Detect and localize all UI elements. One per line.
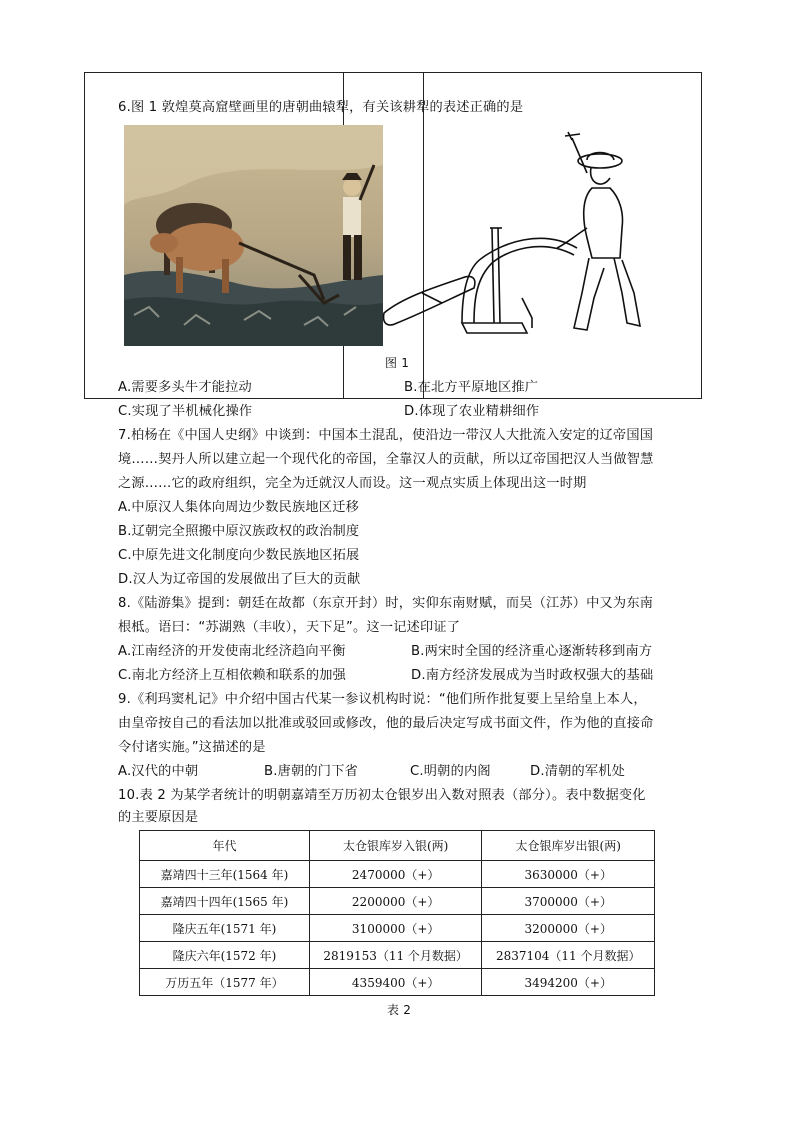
q6-option-a: A.需要多头牛才能拉动 [118,380,252,395]
table-header-row [140,831,655,861]
q9-line-3: 令付诸实施。”这描述的是 [118,740,266,755]
q9-line-1: 9.《利玛窦札记》中介绍中国古代某一参议机构时说：“他们所作批复要上呈给皇上本人， [118,692,647,707]
data-table [139,830,655,996]
q8-option-d: D.南方经济发展成为当时政权强大的基础 [411,668,654,683]
table-cell: 3630000（+） [482,861,655,888]
table-cell: 3100000（+） [309,915,482,942]
q6-option-d: D.体现了农业精耕细作 [404,404,540,419]
table-cell: 3700000（+） [482,888,655,915]
q9-line-2: 由皇帝按自己的看法加以批准或驳回或修改，他的最后决定写成书面文件，作为他的直接命 [118,716,654,731]
table-cell: 4359400（+） [309,969,482,996]
q9-option-a: A.汉代的中朝 [118,764,199,779]
table-header-cell: 太仓银库岁出银(两) [482,831,655,861]
table-cell: 嘉靖四十四年(1565 年) [140,888,310,915]
q9-option-d: D.清朝的军机处 [530,764,626,779]
q6-option-b: B.在北方平原地区推广 [404,380,539,395]
q8-option-b: B.两宋时全国的经济重心逐渐转移到南方 [411,644,653,659]
q9-option-b: B.唐朝的门下省 [264,764,358,779]
q10-line-1: 10.表 2 为某学者统计的明朝嘉靖至万历初太仓银岁出入数对照表（部分）。表中数据变化 [118,788,646,803]
table-cell: 3200000（+） [482,915,655,942]
q9-option-c: C.明朝的内阁 [410,764,491,779]
q6-option-c: C.实现了半机械化操作 [118,404,253,419]
table-header-cell: 年代 [140,831,310,861]
q8-line-1: 8.《陆游集》提到：朝廷在故都（东京开封）时，实仰东南财赋，而吴（江苏）中又为东南 [118,596,654,611]
q7-option-c: C.中原先进文化制度向少数民族地区拓展 [118,548,360,563]
table-cell: 2470000（+） [309,861,482,888]
table-cell: 2837104（11 个月数据） [482,942,655,969]
table-header-cell: 太仓银库岁入银(两) [309,831,482,861]
q7-line-3: 之源……它的政府组织，完全为迁就汉人而设。这一观点实质上体现出这一时期 [118,476,587,491]
table-cell: 2200000（+） [309,888,482,915]
q7-line-1: 7.柏杨在《中国人史纲》中谈到：中国本土混乱，使沿边一带汉人大批流入安定的辽帝国国 [118,428,654,443]
q7-option-d: D.汉人为辽帝国的发展做出了巨大的贡献 [118,572,361,587]
table-cell: 隆庆六年(1572 年) [140,942,310,969]
table-row [140,888,655,915]
q10-line-2: 的主要原因是 [118,810,199,825]
table-cell: 万历五年（1577 年） [140,969,310,996]
q6-stem: 6.图 1 敦煌莫高窟壁画里的唐朝曲辕犁，有关该耕犁的表述正确的是 [118,100,524,115]
table-row [140,942,655,969]
q8-option-a: A.江南经济的开发使南北经济趋向平衡 [118,644,346,659]
q8-option-c: C.南北方经济上互相依赖和联系的加强 [118,668,346,683]
q7-option-a: A.中原汉人集体向周边少数民族地区迁移 [118,500,359,515]
plough-line-drawing [382,128,647,346]
q7-line-2: 境……契丹人所以建立起一个现代化的帝国，全靠汉人的贡献，所以辽帝国把汉人当做智慧 [118,452,654,467]
q7-option-b: B.辽朝完全照搬中原汉族政权的政治制度 [118,524,360,539]
table-cell: 隆庆五年(1571 年) [140,915,310,942]
table-row [140,969,655,996]
table-cell: 3494200（+） [482,969,655,996]
table-cell: 嘉靖四十三年(1564 年) [140,861,310,888]
q8-line-2: 根柢。语曰：“苏湖熟（丰收），天下足”。这一记述印证了 [118,620,461,635]
table-caption: 表 2 [387,1003,412,1017]
table-row [140,915,655,942]
table-cell: 2819153（11 个月数据） [309,942,482,969]
figure-caption: 图 1 [385,356,410,370]
mural-painting-image [124,125,383,346]
table-row [140,861,655,888]
